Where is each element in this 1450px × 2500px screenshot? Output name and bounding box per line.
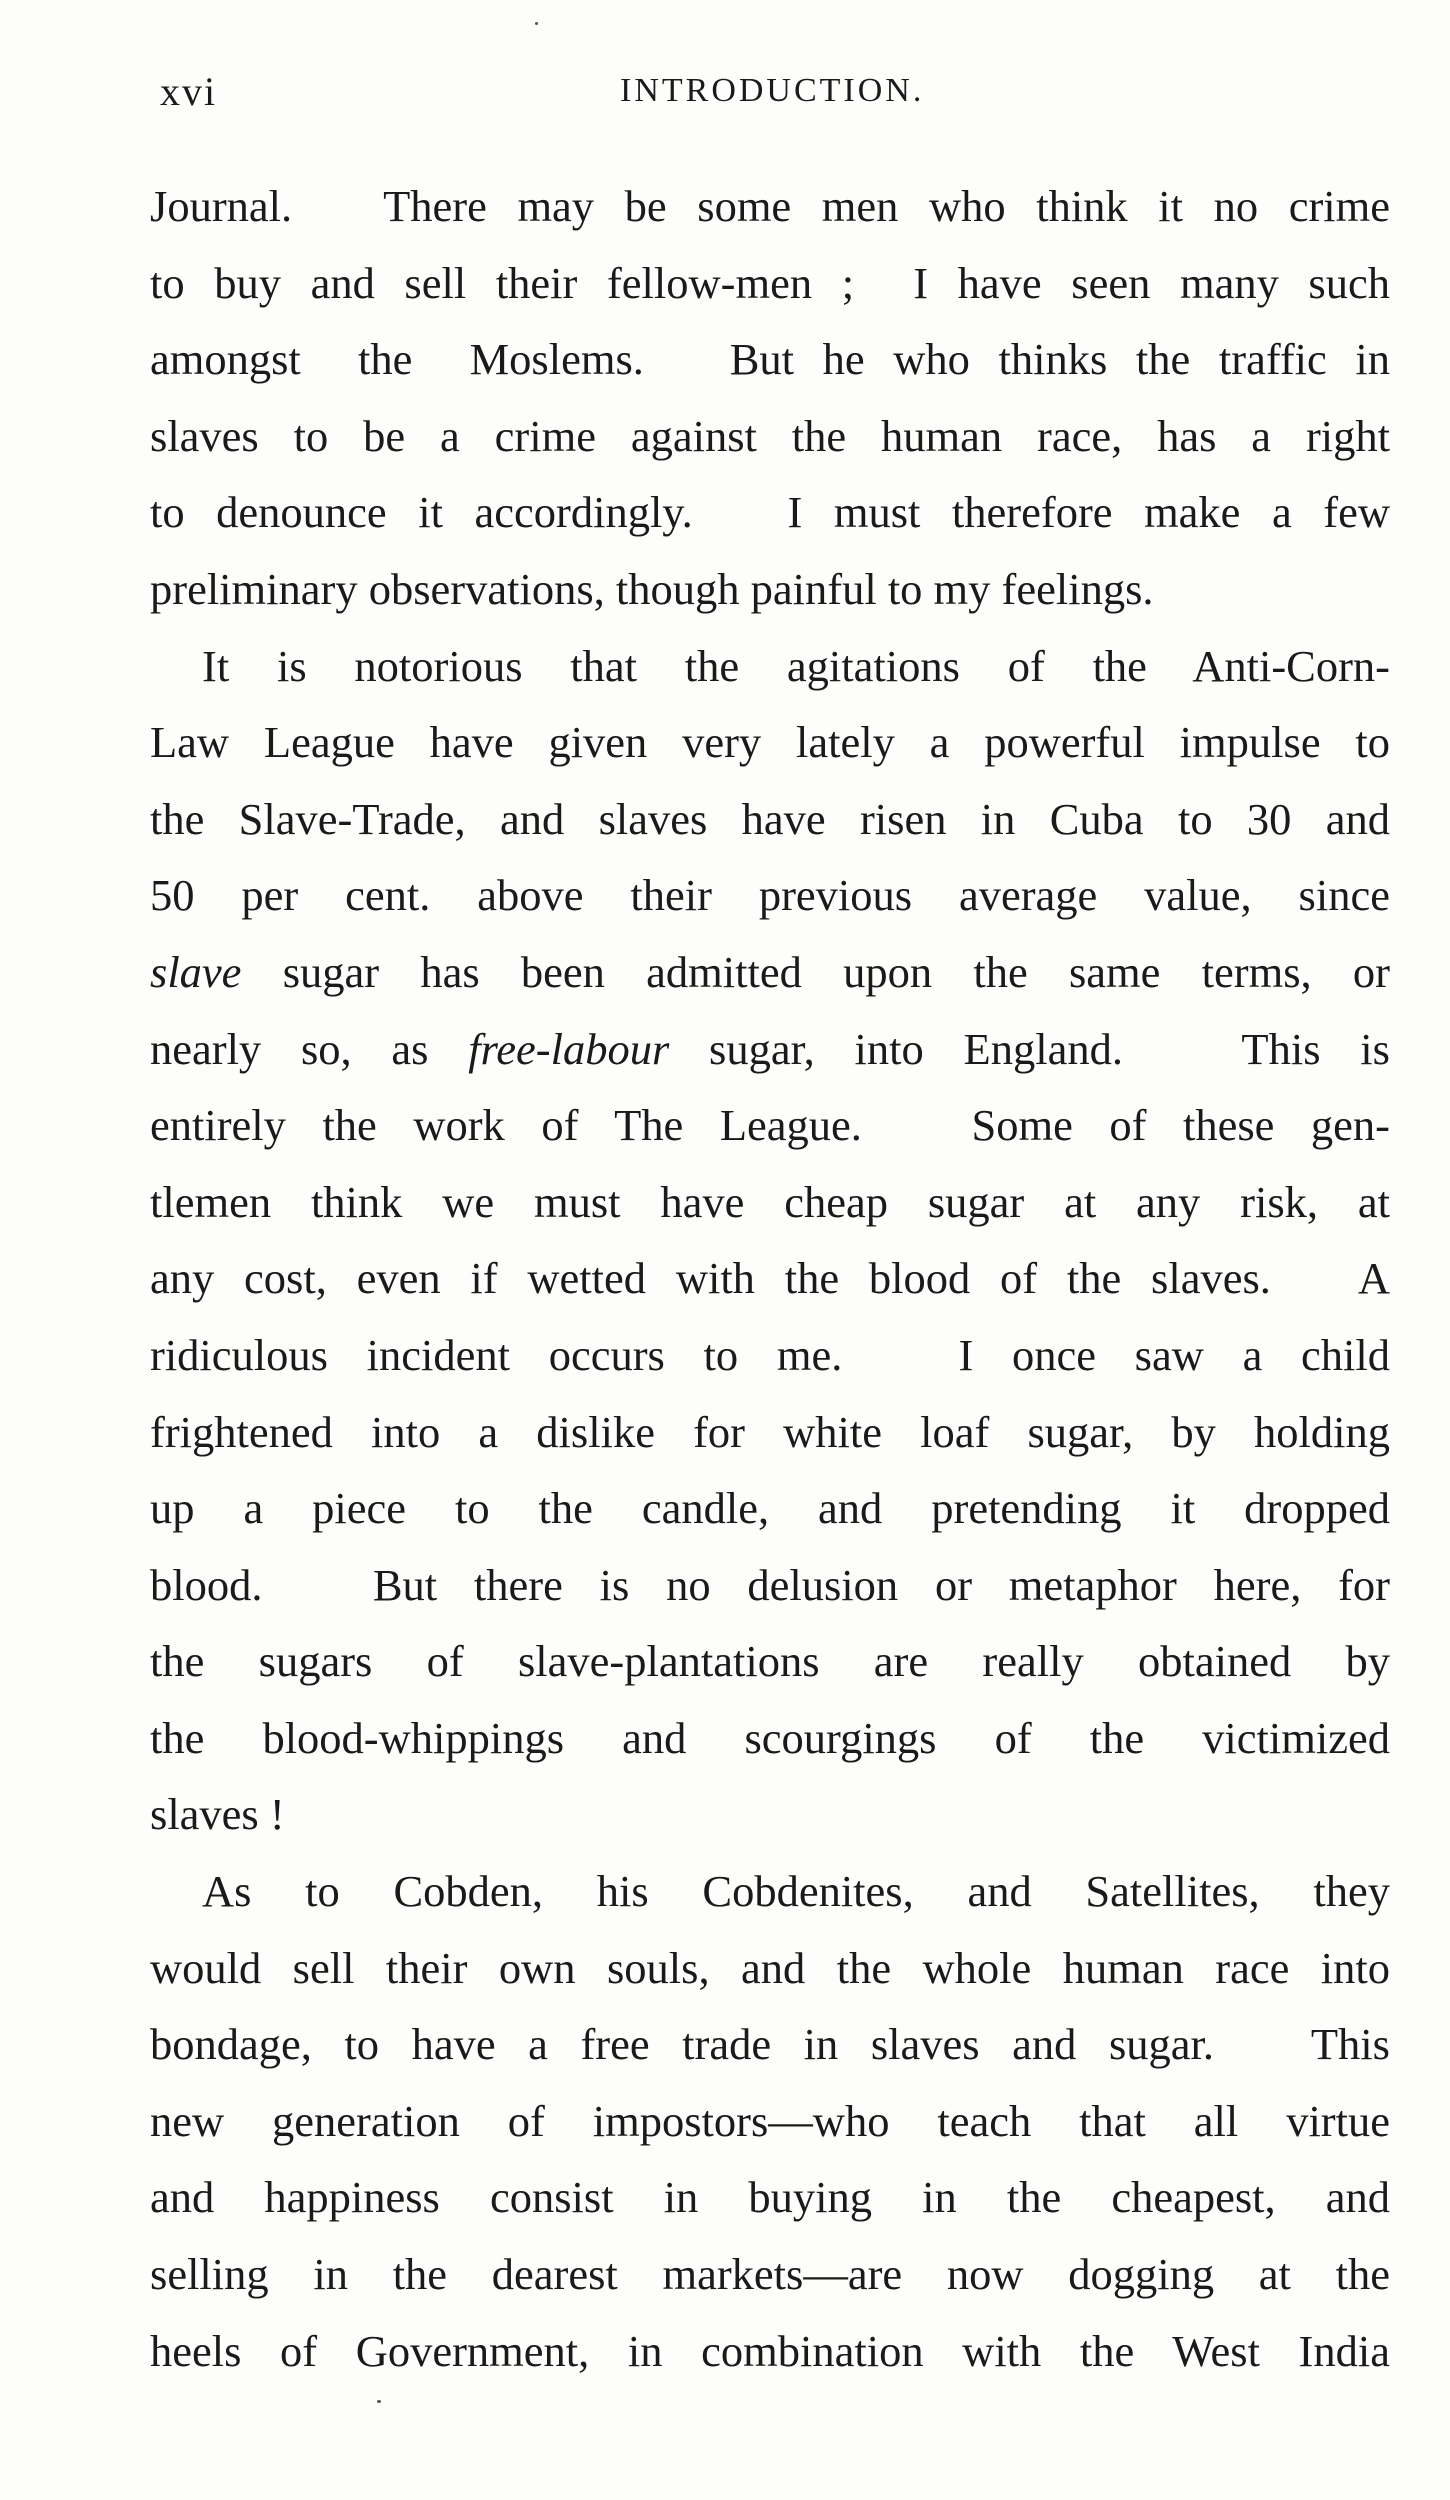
text-line: blood. But there is no delusion or metaphor here, for [150,1559,1390,1610]
text-line: ridiculous incident occurs to me. I once saw a child [150,1329,1390,1380]
text-line: Journal. There may be some men who think it no crime [150,181,1390,231]
running-header [160,68,1385,118]
text-line: slaves ! [150,1789,285,1840]
text-line: amongst the Moslems. But he who thinks the traffic in [150,334,1390,385]
text-line: Law League have given very lately a powerful impulse to [150,717,1390,768]
text-line: It is notorious that the agitations of the Anti-Corn- [202,640,1390,691]
text-line: the sugars of slave-plantations are really obtained by [150,1636,1390,1687]
text-line: to buy and sell their fellow-men ; I have seen many such [150,257,1390,308]
text-line: new generation of impostors—who teach that all virtue [150,2095,1390,2146]
text-line: selling in the dearest markets—are now dogging at the [150,2249,1390,2300]
text-line: and happiness consist in buying in the cheapest, and [150,2172,1390,2223]
running-title: INTRODUCTION. [620,72,925,109]
text-line: the blood-whippings and scourgings of the victimized [150,1712,1390,1763]
text-line: frightened into a dislike for white loaf sugar, by holding [150,1406,1390,1457]
text-line: 50 per cent. above their previous average value, since [150,870,1390,921]
text-line: bondage, to have a free trade in slaves and sugar. This [150,2019,1390,2070]
print-speck [377,2400,381,2403]
text-line: would sell their own souls, and the whole human race into [150,1942,1390,1993]
text-line: heels of Government, in combination with the West India [150,2325,1390,2376]
text-line: As to Cobden, his Cobdenites, and Satellites, they [202,1866,1390,1917]
text-line: tlemen think we must have cheap sugar at any risk, at [150,1176,1390,1227]
print-speck [535,22,538,25]
text-line: slave sugar has been admitted upon the same terms, or [150,946,1390,997]
text-line: slaves to be a crime against the human race, has a right [150,410,1390,461]
text-line: the Slave-Trade, and slaves have risen in Cuba to 30 and [150,793,1390,844]
body-text [150,168,1390,2389]
text-line: preliminary observations, though painful to my feelings. [150,563,1154,614]
text-line: nearly so, as free-labour sugar, into England. This is [150,1023,1390,1074]
text-line: up a piece to the candle, and pretending it dropped [150,1483,1390,1534]
text-line: entirely the work of The League. Some of these gen- [150,1100,1390,1151]
text-line: to denounce it accordingly. I must therefore make a few [150,487,1390,538]
page-number: xvi [160,69,218,114]
text-line: any cost, even if wetted with the blood of the slaves. A [150,1253,1390,1304]
